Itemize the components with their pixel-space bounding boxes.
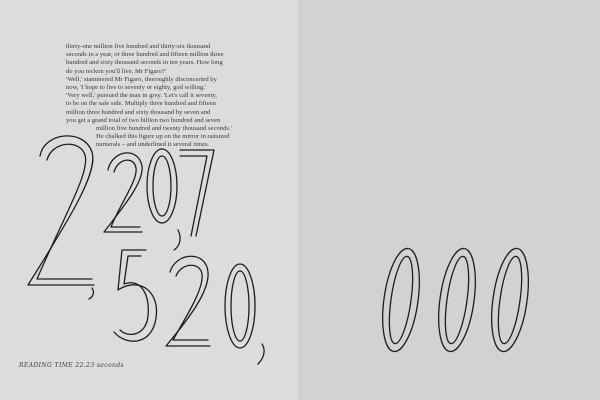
text-line: million three hundred and sixty thousand by seven and <box>66 108 211 116</box>
text-line: 'Very well,' pursued the man in grey. 'Let's call it seventy, <box>66 92 217 100</box>
text-line: numerals – and underlined it several times. <box>96 141 210 149</box>
text-line: seconds in a year, or three hundred and fifteen million three <box>66 51 224 59</box>
text-line: hundred and sixty thousand seconds in ten years. How long <box>66 59 223 67</box>
text-line: you get a grand total of two billion two hundred and seven <box>66 116 221 124</box>
text-line: to be on the safe side. Multiply three hundred and fifteen <box>66 100 216 108</box>
right-page <box>300 0 600 400</box>
reading-time-footer: READING TIME 22.23 seconds <box>19 362 125 369</box>
text-line: million five hundred and twenty thousand seconds.' <box>96 125 232 133</box>
text-line: He chalked this figure up on the mirror in outsized <box>96 133 230 141</box>
big-number-right-illustration <box>300 0 600 400</box>
text-line: thirty-one million five hundred and thirty-six thousand <box>66 43 211 50</box>
text-line: now, 'I hope to live to seventy or eighty, god willing.' <box>66 84 207 92</box>
book-gutter <box>298 0 302 400</box>
text-line: 'Well,' stammered Mr Figaro, thoroughly disconcerted by <box>66 75 217 83</box>
text-line: do you reckon you'll live, Mr Figaro?' <box>66 67 166 75</box>
